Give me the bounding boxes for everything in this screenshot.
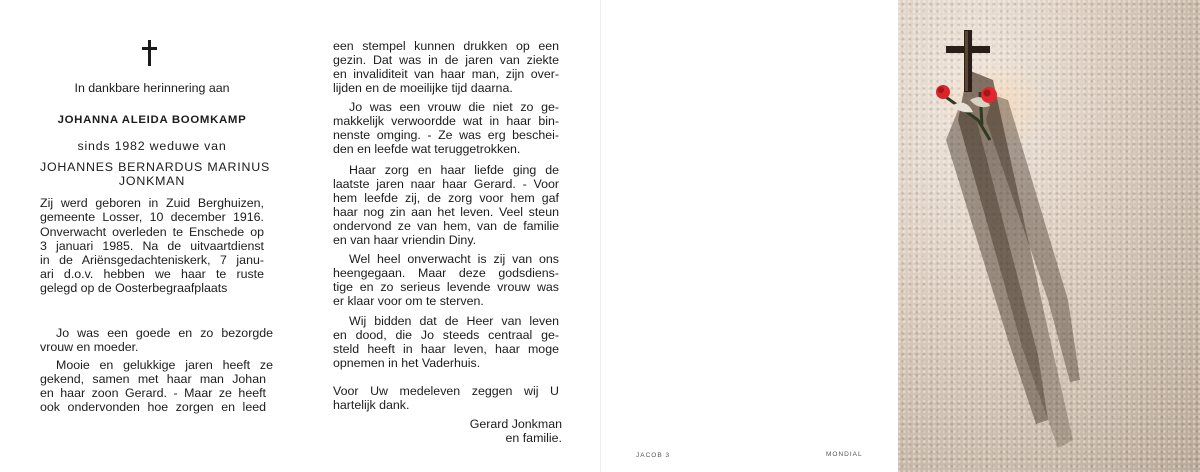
paragraph-line: een stempel kunnen drukken op een: [333, 39, 559, 53]
paragraph-line: makkelijk verwoordde wat in haar bin-: [333, 114, 559, 128]
paragraph-line: gezin. Dat was in de jaren van ziekte: [333, 53, 559, 67]
paragraph-line: en dood, die Jo steeds centraal ge-: [333, 328, 559, 342]
paragraph-line: Wij bidden dat de Heer van leven: [349, 314, 559, 328]
paragraph-line: gekend, samen met haar man Johan: [40, 372, 266, 386]
paragraph-line: Wel heel onverwacht is zij van ons: [349, 252, 559, 266]
paragraph-line: laatste jaren naar haar Gerard. - Voor: [333, 177, 559, 191]
paragraph-line: lijden en de moeilijke tijd daarna.: [333, 81, 513, 95]
widow-text: sinds 1982 weduwe van: [77, 139, 227, 153]
paragraph-line: en haar zoon Gerard. - Maar ze heeft: [40, 386, 266, 400]
death-line: 3 januari 1985. Na de uitvaartdienst: [40, 239, 264, 253]
intro-text: In dankbare herinnering aan: [74, 81, 230, 95]
paragraph-line: Mooie en gelukkige jaren heeft ze: [56, 358, 273, 372]
death-line: Onverwacht overleden te Enschede op: [40, 225, 264, 239]
left-text-column: [0, 0, 300, 472]
paragraph-line: en invaliditeit van haar man, zijn over-: [333, 67, 559, 81]
blank-panel: [600, 0, 899, 472]
paragraph-line: Haar zorg en haar liefde ging de: [349, 163, 559, 177]
publisher-imprint: MONDIAL: [826, 451, 863, 458]
husband-name-line1: JOHANNES BERNARDUS MARINUS: [40, 160, 271, 174]
paragraph-line: opnemen in het Vaderhuis.: [333, 356, 481, 370]
signature-name: Gerard Jonkman: [469, 417, 562, 431]
paragraph-line: ondervond ze van hem, van de familie: [333, 219, 559, 233]
signature-family: en familie.: [505, 431, 562, 445]
thanks-line: hartelijk dank.: [333, 398, 410, 412]
paragraph-line: den en leefde wat teruggetrokken.: [333, 142, 521, 156]
paragraph-line: Jo was een goede en zo bezorgde: [56, 326, 273, 340]
printer-imprint: JACOB 3: [636, 452, 671, 459]
paragraph-line: tige en zo serieus levende vrouw was: [333, 280, 559, 294]
cross-icon: [141, 40, 159, 66]
deceased-name: JOHANNA ALEIDA BOOMKAMP: [57, 114, 247, 126]
paragraph-line: nenste omging. - Ze was erg beschei-: [333, 128, 559, 142]
death-line: ari d.o.v. hebben we haar te ruste: [40, 267, 264, 281]
birth-line: gemeente Losser, 10 december 1916.: [40, 210, 264, 224]
paragraph-line: heengegaan. Maar deze godsdiens-: [333, 266, 559, 280]
cross-with-roses-on-wall-icon: [898, 0, 1200, 472]
death-line: gelegd op de Oosterbegraafplaats: [40, 281, 228, 295]
paragraph-line: Jo was een vrouw die niet zo ge-: [349, 100, 559, 114]
paragraph-line: ook ondervonden hoe zorgen en leed: [40, 400, 266, 414]
paragraph-line: vrouw en moeder.: [40, 340, 139, 354]
paragraph-line: en van haar vriendin Diny.: [333, 233, 477, 247]
paragraph-line: haar nog zin aan het leven. Veel steun: [333, 205, 559, 219]
husband-name-line2: JONKMAN: [118, 174, 186, 188]
birth-line: Zij werd geboren in Zuid Berghuizen,: [40, 196, 264, 210]
paragraph-line: hem leefde zij, de zorg voor hem gaf: [333, 191, 559, 205]
thanks-line: Voor Uw medeleven zeggen wij U: [333, 384, 559, 398]
paragraph-line: er klaar voor om te sterven.: [333, 294, 484, 308]
death-line: in de Ariënsgedachteniskerk, 7 janu-: [40, 253, 264, 267]
memorial-photo: [898, 0, 1200, 472]
paragraph-line: steld heeft in haar leven, haar moge: [333, 342, 559, 356]
right-text-column: [300, 0, 600, 472]
